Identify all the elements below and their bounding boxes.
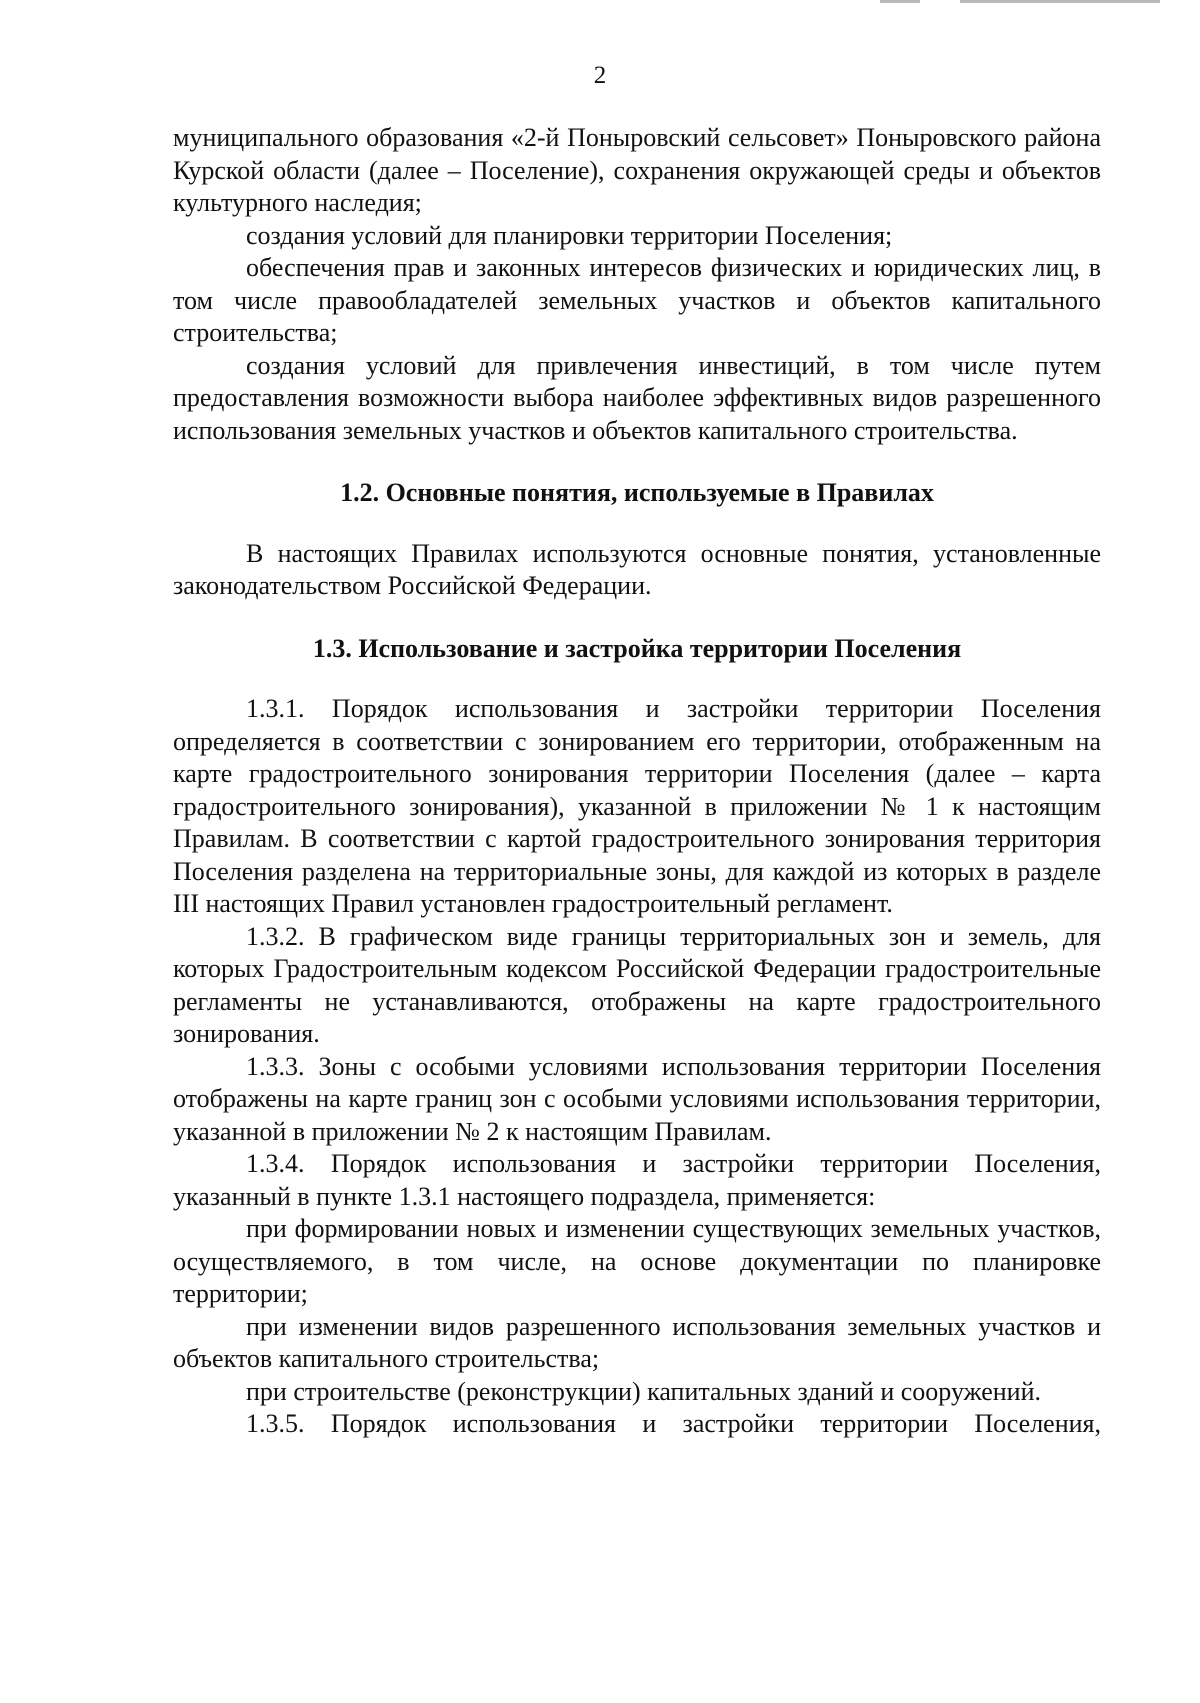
paragraph: создания условий для планировки территории Поселения; [246, 220, 893, 250]
section-heading-1-2: 1.2. Основные понятия, используемые в Правилах [340, 478, 934, 507]
scan-artifact [880, 0, 920, 3]
paragraph: обеспечения прав и законных интересов физических и юридических лиц, в том числе правообладателей земельных участков и объектов капитального строительства; [173, 253, 1101, 347]
paragraph: 1.3.5. Порядок использования и застройки территории Поселения, [246, 1409, 1101, 1438]
scan-artifact [960, 0, 1160, 3]
paragraph: В настоящих Правилах используются основные понятия, установленные законодательством Российской Федерации. [173, 538, 1101, 600]
paragraph: 1.3.1. Порядок использования и застройки территории Поселения определяется в соответствии с зонированием его территории, отображенным на карте градостроительного зонирования территории Поселения (далее – карта градостроительного зонирования), указанной в приложении № 1 к настоящим Правилам. В соответствии с картой градостроительного зонирования территория Поселения разделена на территориальные зоны, для каждой из которых в разделе III настоящих Правил установлен градостроительный регламент. [173, 694, 1101, 918]
paragraph: 1.3.4. Порядок использования и застройки территории Поселения, указанный в пункте 1.3.1 настоящего подраздела, применяется: [173, 1149, 1101, 1211]
page-number: 2 [593, 62, 607, 89]
paragraph: 1.3.2. В графическом виде границы территориальных зон и земель, для которых Градостроительным кодексом Российской Федерации градостроительные регламенты не устанавливаются, отображены на карте градостроительного зонирования. [173, 921, 1101, 1048]
paragraph: при формировании новых и изменении существующих земельных участков, осуществляемого, в том числе, на основе документации по планировке территории; [173, 1214, 1101, 1308]
paragraph: 1.3.3. Зоны с особыми условиями использования территории Поселения отображены на карте границ зон с особыми условиями использования территории, указанной в приложении № 2 к настоящим Правилам. [173, 1051, 1101, 1146]
paragraph: муниципального образования «2-й Поныровский сельсовет» Поныровского района Курской области (далее – Поселение), сохранения окружающей среды и объектов культурного наследия; [173, 123, 1101, 217]
paragraph: при изменении видов разрешенного использования земельных участков и объектов капитального строительства; [173, 1311, 1101, 1373]
paragraph: при строительстве (реконструкции) капитальных зданий и сооружений. [246, 1376, 1042, 1406]
section-heading-1-3: 1.3. Использование и застройка территории Поселения [312, 633, 962, 663]
document-body [173, 122, 1101, 1441]
paragraph: создания условий для привлечения инвестиций, в том числе путем предоставления возможности выбора наиболее эффективных видов разрешенного использования земельных участков и объектов капитального строительства. [173, 350, 1101, 445]
